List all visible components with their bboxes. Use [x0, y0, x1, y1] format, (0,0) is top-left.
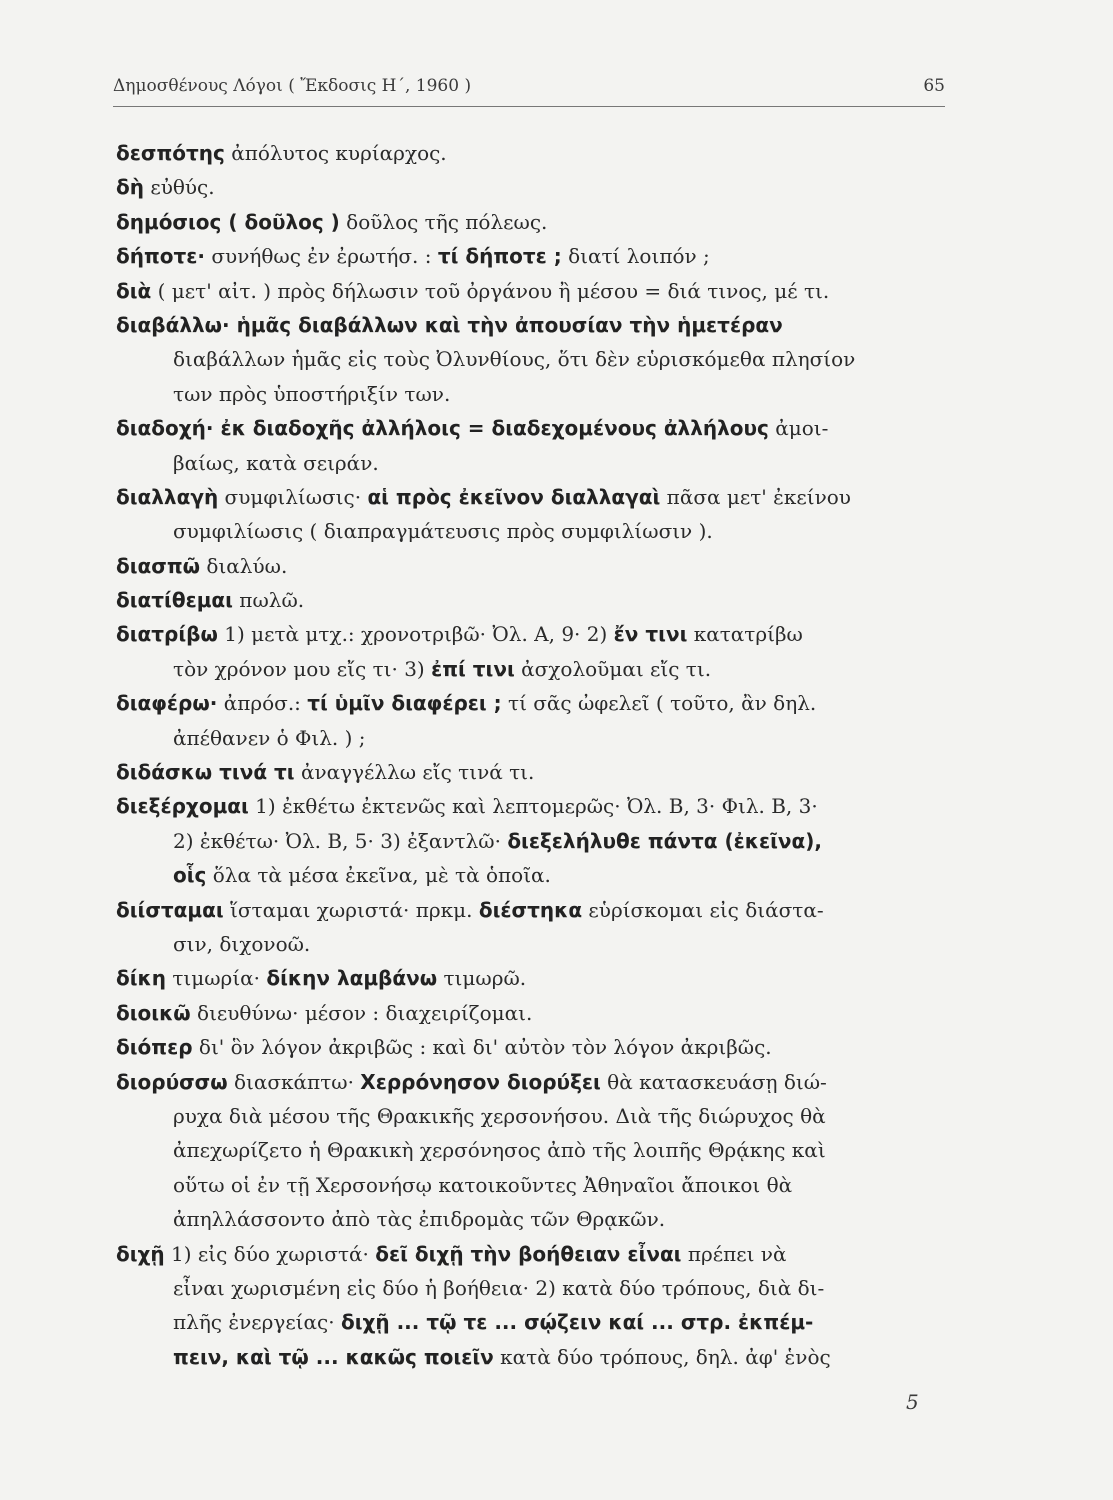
- entry-line: [116, 1030, 948, 1064]
- headword: διαφέρω·: [116, 691, 218, 716]
- definition-text: συμφιλίωσις·: [218, 484, 368, 509]
- entry-line: [116, 205, 948, 239]
- headword: δεῖ διχῇ τὴν βοήθειαν εἶναι: [375, 1241, 682, 1266]
- page-number: 65: [923, 76, 945, 96]
- headword: διεξέρχομαι: [116, 794, 249, 819]
- headword: δήποτε·: [116, 244, 206, 269]
- definition-text: εὑρίσκομαι εἰς διάστα-: [582, 897, 824, 922]
- definition-text: ἀπόλυτος κυρίαρχος.: [224, 141, 447, 165]
- headword: διὰ: [116, 278, 152, 303]
- headword: διχῇ ... τῷ τε ... σῴζειν καί ... στρ. ἐκπέμ-: [340, 1310, 814, 1335]
- entry-line: [116, 480, 948, 514]
- definition-text: οὕτω οἱ ἐν τῇ Χερσονήσῳ κατοικοῦντες Ἀθηναῖοι ἄποικοι θὰ: [173, 1172, 793, 1197]
- definition-text: 1) εἰς δύο χωριστά·: [164, 1241, 376, 1266]
- definition-text: διαβάλλων ἡμᾶς εἰς τοὺς Ὀλυνθίους, ὅτι δὲν εὑρισκόμεθα πλησίον: [173, 347, 856, 372]
- entry-continuation-line: [116, 1305, 948, 1339]
- entry-continuation-line: [116, 514, 948, 548]
- definition-text: ( μετ' αἰτ. ) πρὸς δήλωσιν τοῦ ὀργάνου ἢ μέσου = διά τινος, μέ τι.: [151, 278, 830, 303]
- entry-line: [116, 961, 948, 995]
- entry-line: [116, 1065, 948, 1099]
- headword: δίκη: [116, 966, 166, 991]
- headword: πειν, καὶ τῷ ... κακῶς ποιεῖν: [173, 1344, 494, 1369]
- definition-text: κατατρίβω: [687, 622, 803, 647]
- headword: διοικῶ: [116, 1000, 191, 1025]
- header-rule: [113, 106, 945, 107]
- headword: αἱ πρὸς ἐκεῖνον διαλλαγαὶ: [367, 484, 661, 509]
- definition-text: ἀπηλλάσσοντο ἀπὸ τὰς ἐπιδρομὰς τῶν Θρᾳκῶν.: [173, 1207, 666, 1232]
- definition-text: διευθύνω· μέσον : διαχειρίζομαι.: [190, 1000, 533, 1025]
- entry-line: [116, 617, 948, 651]
- headword: διορύσσω: [116, 1069, 228, 1094]
- definition-text: κατὰ δύο τρόπους, δηλ. ἀφ' ἑνὸς: [493, 1344, 831, 1369]
- definition-text: εὐθύς.: [143, 175, 215, 200]
- entry-line: [116, 996, 948, 1030]
- headword: οἷς: [173, 863, 207, 888]
- headword: τί δήποτε ;: [437, 244, 562, 269]
- headword: διχῇ: [116, 1241, 165, 1266]
- headword: διόπερ: [116, 1035, 193, 1060]
- running-header: [113, 76, 945, 96]
- definition-text: διασκάπτω·: [227, 1069, 361, 1094]
- definition-text: πᾶσα μετ' ἐκείνου: [660, 484, 851, 509]
- header-title: Δημοσθένους Λόγοι ( Ἔκδοσις Η΄, 1960 ): [113, 76, 472, 96]
- definition-text: ἵσταμαι χωριστά· πρκμ.: [223, 897, 479, 922]
- entry-continuation-line: [116, 721, 948, 755]
- definition-text: πλῆς ἐνεργείας·: [173, 1310, 341, 1335]
- definition-text: δι' ὃν λόγον ἀκριβῶς : καὶ δι' αὐτὸν τὸν λόγον ἀκριβῶς.: [192, 1035, 772, 1060]
- definition-text: θὰ κατασκευάσῃ διώ-: [600, 1069, 827, 1094]
- headword: Χερρόνησον διορύξει: [360, 1069, 601, 1094]
- entry-line: [116, 308, 948, 342]
- headword: διαβάλλω· ἡμᾶς διαβάλλων καὶ τὴν ἀπουσίαν τὴν ἡμετέραν: [116, 312, 783, 337]
- entry-continuation-line: [116, 1168, 948, 1202]
- definition-text: εἶναι χωρισμένη εἰς δύο ἡ βοήθεια· 2) κατὰ δύο τρόπους, διὰ δι-: [173, 1275, 825, 1300]
- definition-text: σιν, διχονοῶ.: [173, 931, 311, 956]
- entry-continuation-line: [116, 1271, 948, 1305]
- definition-text: τιμωρῶ.: [437, 966, 527, 991]
- definition-text: τὸν χρόνον μου εἴς τι· 3): [173, 656, 432, 681]
- signature-folio: 5: [906, 1390, 919, 1414]
- entry-line: [116, 755, 948, 789]
- definition-text: ἀναγγέλλω εἴς τινά τι.: [294, 760, 535, 785]
- entry-continuation-line: [116, 1340, 948, 1374]
- headword: δεσπότης: [116, 141, 225, 165]
- definition-text: ἀπεχωρίζετο ἡ Θρακικὴ χερσόνησος ἀπὸ τῆς λοιπῆς Θρᾴκης καὶ: [173, 1138, 826, 1163]
- headword: διατρίβω: [116, 622, 218, 647]
- definition-text: των πρὸς ὑποστήριξίν των.: [173, 381, 451, 406]
- entry-continuation-line: [116, 1133, 948, 1167]
- headword: ἔν τινι: [613, 622, 688, 647]
- entry-line: [116, 789, 948, 823]
- headword: τί ὑμῖν διαφέρει ;: [307, 691, 502, 716]
- definition-text: ἀπρόσ.:: [217, 691, 308, 716]
- entry-line: [116, 893, 948, 927]
- definition-text: τί σᾶς ὠφελεῖ ( τοῦτο, ἂν δηλ.: [501, 691, 817, 716]
- headword: ἐπί τινι: [431, 656, 515, 681]
- entry-line: [116, 686, 948, 720]
- definition-text: συνήθως ἐν ἐρωτήσ. :: [205, 244, 438, 269]
- entry-line: [116, 411, 948, 445]
- definition-text: ἀπέθανεν ὁ Φιλ. ) ;: [173, 725, 366, 750]
- definition-text: διαλύω.: [200, 553, 288, 578]
- headword: δημόσιος ( δοῦλος ): [116, 209, 340, 234]
- definition-text: διατί λοιπόν ;: [561, 244, 710, 269]
- definition-text: ἀμοι-: [768, 416, 829, 441]
- entry-line: [116, 274, 948, 308]
- definition-text: συμφιλίωσις ( διαπραγμάτευσις πρὸς συμφιλίωσιν ).: [173, 519, 713, 544]
- definition-text: δοῦλος τῆς πόλεως.: [339, 209, 548, 234]
- headword: διίσταμαι: [116, 897, 224, 922]
- entry-line: [116, 1237, 948, 1271]
- definition-text: βαίως, κατὰ σειράν.: [173, 450, 379, 475]
- headword: διαδοχή· ἐκ διαδοχῆς ἀλλήλοις = διαδεχομένους ἀλλήλους: [116, 416, 769, 441]
- entry-line: [116, 239, 948, 273]
- entry-continuation-line: [116, 858, 948, 892]
- definition-text: 1) ἐκθέτω ἐκτενῶς καὶ λεπτομερῶς· Ὀλ. Β, 3· Φιλ. Β, 3·: [248, 794, 818, 819]
- headword: διδάσκω τινά τι: [116, 760, 295, 785]
- entry-line: [116, 549, 948, 583]
- definition-text: τιμωρία·: [165, 966, 267, 991]
- headword: διαλλαγὴ: [116, 484, 219, 509]
- entry-continuation-line: [116, 927, 948, 961]
- definition-text: ἀσχολοῦμαι εἴς τι.: [514, 656, 712, 681]
- entry-continuation-line: [116, 1202, 948, 1236]
- headword: δίκην λαμβάνω: [266, 966, 438, 991]
- headword: διέστηκα: [478, 897, 583, 922]
- glossary-entries: [116, 136, 948, 1374]
- definition-text: 1) μετὰ μτχ.: χρονοτριβῶ· Ὀλ. Α, 9· 2): [217, 622, 614, 647]
- entry-continuation-line: [116, 446, 948, 480]
- entry-continuation-line: [116, 377, 948, 411]
- entry-continuation-line: [116, 824, 948, 858]
- definition-text: 2) ἐκθέτω· Ὀλ. Β, 5· 3) ἐξαντλῶ·: [173, 828, 508, 853]
- headword: διασπῶ: [116, 553, 201, 578]
- definition-text: ὅλα τὰ μέσα ἐκεῖνα, μὲ τὰ ὁποῖα.: [206, 863, 551, 888]
- entry-continuation-line: [116, 1099, 948, 1133]
- entry-line: [116, 583, 948, 617]
- headword: διεξελήλυθε πάντα (ἐκεῖνα),: [507, 828, 822, 853]
- definition-text: ρυχα διὰ μέσου τῆς Θρακικῆς χερσονήσου. Διὰ τῆς διώρυχος θὰ: [173, 1103, 826, 1128]
- definition-text: πρέπει νὰ: [681, 1241, 787, 1266]
- entry-line: [116, 136, 948, 170]
- headword: διατίθεμαι: [116, 588, 233, 613]
- definition-text: πωλῶ.: [232, 588, 305, 613]
- headword: δὴ: [116, 175, 144, 200]
- entry-continuation-line: [116, 652, 948, 686]
- entry-continuation-line: [116, 342, 948, 376]
- entry-line: [116, 170, 948, 204]
